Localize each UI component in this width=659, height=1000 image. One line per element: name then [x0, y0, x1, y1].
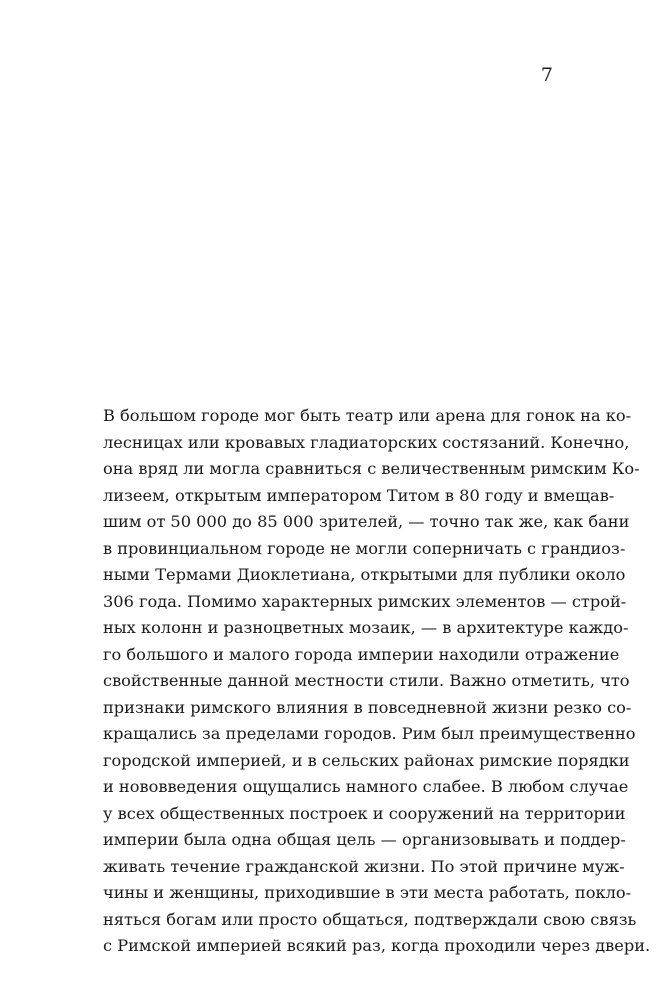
text-line: няться богам или просто общаться, подтверждали свою связь — [103, 909, 637, 929]
text-line: В большом городе мог быть театр или арена для гонок на ко- — [103, 406, 632, 425]
text-line: лизеем, открытым императором Титом в 80 году и вмещав- — [103, 485, 615, 505]
text-line: лесницах или кровавых гладиаторских состязаний. Конечно, — [103, 432, 630, 452]
text-line: го большого и малого города империи находили отражение — [103, 644, 620, 664]
text-line: ными Термами Диоклетиана, открытыми для публики около — [103, 565, 626, 584]
text-line: и нововведения ощущались намного слабее. В любом случае — [103, 777, 629, 796]
text-line: шим от 50 000 до 85 000 зрителей, — точно так же, как бани — [103, 512, 630, 531]
text-line: живать течение гражданской жизни. По этой причине муж- — [103, 856, 625, 876]
body-paragraph — [103, 403, 651, 960]
text-line: империи была одна общая цель — организовывать и поддер- — [103, 830, 626, 849]
text-line: ных колонн и разноцветных мозаик, — в архитектуре каждо- — [103, 618, 629, 637]
text-line: с Римской империей всякий раз, когда проходили через двери. — [103, 936, 651, 955]
text-line: кращались за пределами городов. Рим был преимущественно — [103, 724, 636, 743]
text-line: чины и женщины, приходившие в эти места работать, покло- — [103, 883, 632, 902]
page-number: 7 — [540, 64, 553, 86]
text-line: свойственные данной местности стили. Важно отметить, что — [103, 671, 630, 690]
text-line: в провинциальном городе не могли соперничать с грандиоз- — [103, 538, 626, 558]
text-line: 306 года. Помимо характерных римских элементов — строй- — [103, 591, 627, 611]
text-line: признаки римского влияния в повседневной жизни резко со- — [103, 697, 632, 717]
text-line: городской империей, и в сельских районах римские порядки — [103, 750, 630, 770]
text-line: она вряд ли могла сравниться с величественным римским Ко- — [103, 459, 640, 478]
text-line: у всех общественных построек и сооружений на территории — [103, 803, 626, 823]
